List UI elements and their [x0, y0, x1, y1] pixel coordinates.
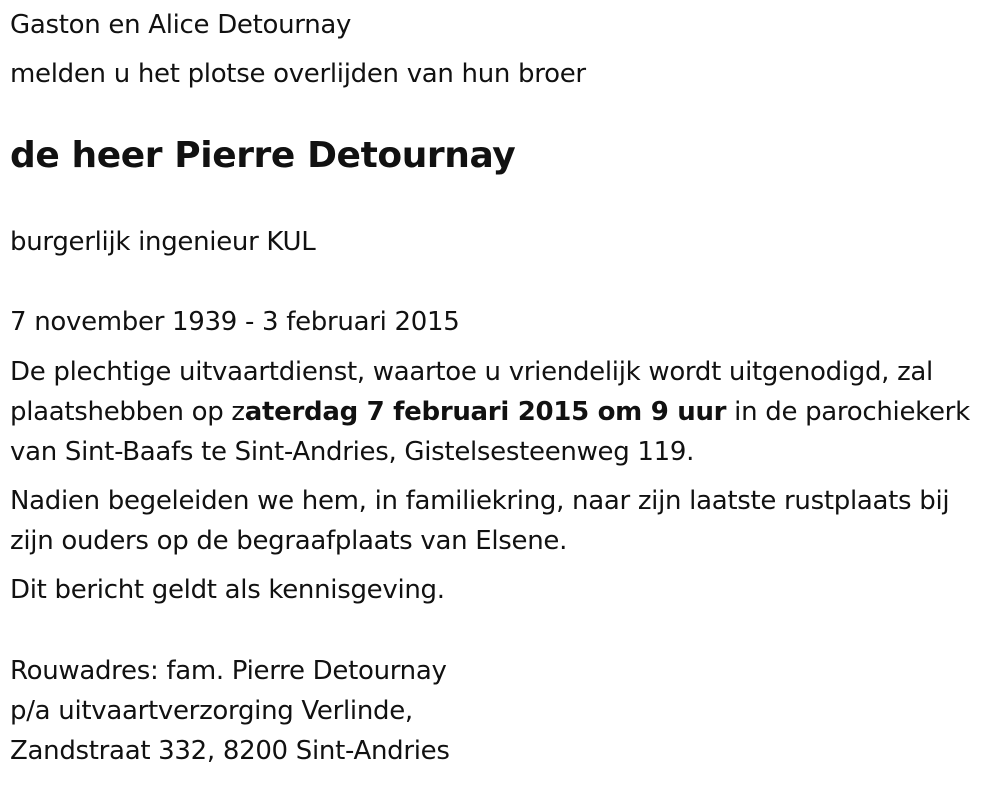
- service-date-time: aterdag 7 februari 2015 om 9 uur: [244, 397, 727, 427]
- announcers: Gaston en Alice Detournay: [10, 10, 352, 40]
- burial-line-1: Nadien begeleiden we hem, in familiekring, naar zijn laatste rustplaats bij: [10, 486, 950, 516]
- service-line-2-suffix: in de parochiekerk: [726, 397, 970, 427]
- service-line-2: [10, 392, 970, 432]
- closing-statement: Dit bericht geldt als kennisgeving.: [10, 575, 445, 605]
- burial-line-2: zijn ouders op de begraafplaats van Elsene.: [10, 526, 568, 556]
- address-line-1: Rouwadres: fam. Pierre Detournay: [10, 656, 447, 686]
- deceased-name: de heer Pierre Detournay: [10, 135, 516, 176]
- service-line-3: van Sint-Baafs te Sint-Andries, Gistelsesteenweg 119.: [10, 437, 695, 467]
- announcement: melden u het plotse overlijden van hun broer: [10, 59, 586, 89]
- service-line-1: De plechtige uitvaartdienst, waartoe u vriendelijk wordt uitgenodigd, zal: [10, 357, 933, 387]
- life-dates: 7 november 1939 - 3 februari 2015: [10, 307, 460, 337]
- address-line-3: Zandstraat 332, 8200 Sint-Andries: [10, 736, 450, 766]
- occupation: burgerlijk ingenieur KUL: [10, 227, 316, 257]
- address-line-2: p/a uitvaartverzorging Verlinde,: [10, 696, 413, 726]
- service-line-2-prefix: plaatshebben op z: [10, 397, 245, 427]
